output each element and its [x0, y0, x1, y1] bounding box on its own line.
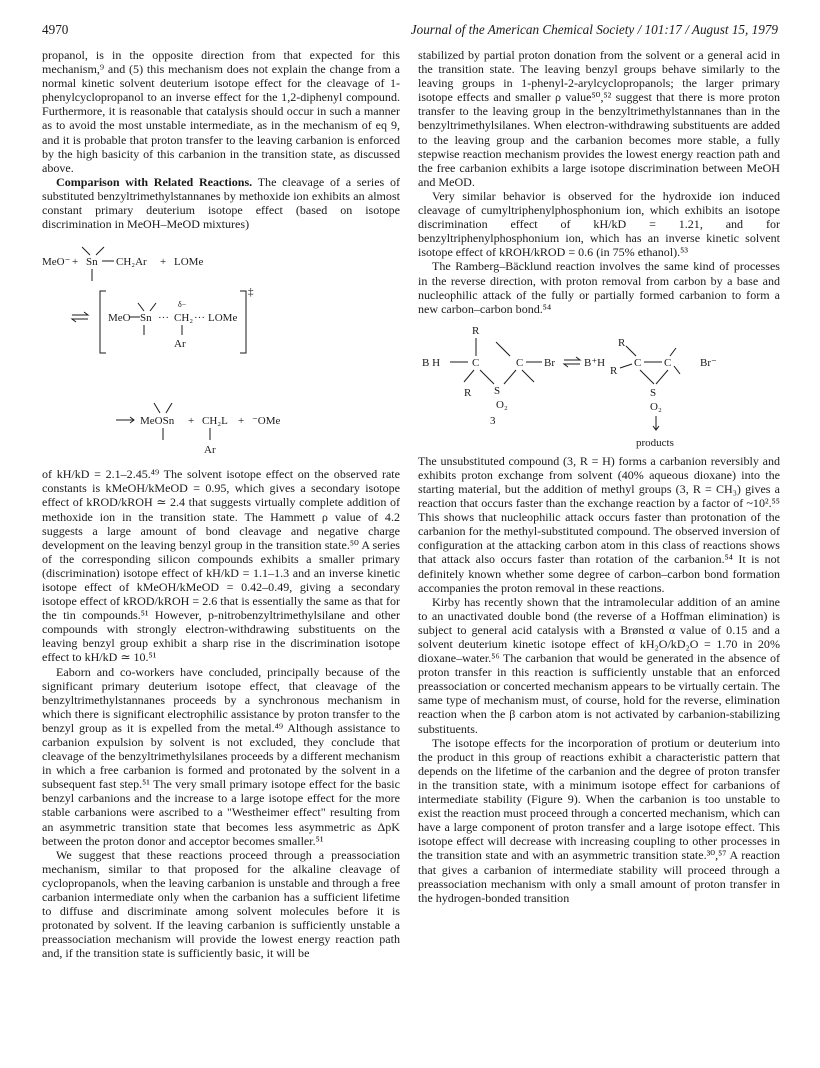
ts-bracket-left: [100, 291, 106, 353]
arrow-head: [84, 312, 88, 315]
right-paragraph-4: The unsubstituted compound (3, R = H) forms a carbanion reversibly and exhibits proton exchange from solvent (40% aqueous dioxane) into the starting material, but the addition of methyl groups (3, R = CH₃) gives a reaction that occurs faster than the exchange reaction by a factor of ~10².⁵⁵ This shows that nucleophilic attack occurs faster than protonation of the carbanion for the methyl-substituted compound. The observed inversion of configuration at the attacking carbon atom in this class of reactions shows that attack also occurs faster than rotation of the carbanion.⁵⁴ It is not definitely known whether some degree of carbon–carbon bond formation accompanies the proton removal in these reactions.: [418, 453, 780, 595]
ts-bracket-right: [240, 291, 246, 353]
substituent-r: R: [464, 386, 472, 399]
bond: [640, 370, 654, 384]
bond: [150, 303, 156, 311]
ts-tin: Sn: [140, 312, 152, 325]
tin-atom: Sn: [86, 256, 98, 269]
bond: [464, 370, 474, 382]
section-heading: Comparison with Related Reactions.: [56, 174, 253, 189]
ts-aryl: Ar: [174, 338, 186, 351]
right-paragraph-1: stabilized by partial proton donation from the solvent or a general acid in the transition state. The leaving benzyl groups behave similarly to the leaving groups in 1-phenyl-2-arylcyclopropanols; the larger primary isotope effects and smaller ρ value⁵⁰,⁵² suggest that there is more proton transfer to the leaving group in the benzyltrimethylstannanes than in the benzyltrimethylsilanes. When electron-withdrawing substituents are added to the leaving group and the carbanion becomes more stable, a fully stepwise reaction mechanism provides the lowest energy reaction path and the free carbanion exhibits a large isotope discrimination between MeOH and MeOD.: [418, 48, 780, 189]
product-methoxystannane: MeOSn: [140, 415, 175, 428]
sulfur-atom: S: [650, 386, 657, 399]
product-aryl: Ar: [204, 444, 216, 457]
bond: [674, 366, 680, 374]
bond: [96, 247, 104, 255]
arrow-head: [576, 357, 580, 360]
delta-charge: δ−: [178, 300, 187, 310]
bond: [138, 303, 144, 311]
bond: [504, 370, 516, 384]
plus-sign: +: [238, 415, 245, 428]
bond: [166, 403, 172, 413]
alpha-carbon: C: [472, 356, 480, 369]
arrow-head: [564, 364, 568, 367]
stannane-cleavage-scheme: [42, 235, 400, 463]
page-number: 4970: [42, 22, 69, 37]
right-paragraph-2: Very similar behavior is observed for the hydroxide ion induced cleavage of cumyltriphenylphosphonium ion, which exhibits an isotope discrimination effect of kH/kD = 1.21, and for benzyltriphenylphosphonium ion, which has an inverse kinetic solvent isotope effect of kROH/kROD = 0.6 (in 75% ethanol).⁵³: [418, 188, 780, 260]
arrow-head: [72, 319, 76, 322]
left-paragraph-1: propanol, is in the opposite direction from that expected for this mechanism,⁹ and (5) this mechanism does not explain the change from a normal kinetic solvent deuterium isotope effect for the cleavage of 1-phenylcyclopropanol to an inverse effect for the 1,2-diphenyl compound. Furthermore, it is reasonable that catalysis should occur in such a manner as to avoid the most unstable intermediate, as in the mechanism of eq 9, and it is probable that proton transfer to the leaving carbanion is enforced by the high basicity of this carbanion in the transition state, as discussed above.: [42, 48, 400, 175]
base-proton: B H: [422, 356, 441, 369]
right-paragraph-5: Kirby has recently shown that the intramolecular addition of an amine to an unactivated double bond (the reverse of a Hoffman elimination) is subject to general acid catalysis with a Brønsted α value of 0.15 and a solvent deuterium kinetic isotope effect of kH₂O/kD₂O = 1.70 in 20% dioxane–water.⁵⁶ The carbanion that would be generated in the absence of proton transfer in this reaction is sufficiently unstable that an enforced preassociation or concerted mechanism appears to be virtually certain. The same type of mechanism must, of course, hold for the reverse, elimination reaction when the β carbon atom is not activated by carbanion-stabilizing substituents.: [418, 594, 780, 736]
bond: [656, 370, 668, 384]
left-paragraph-2-text: The cleavage of a series of substituted benzyltrimethylstannanes by methoxide ion exhibits an almost constant primary deuterium isotope effect (based on isotope discrimination in MeOH–MeOD mixtures): [42, 174, 400, 232]
running-head: Journal of the American Chemical Society / 101:17 / August 15, 1979: [410, 22, 778, 37]
bromide-ion: Br⁻: [700, 356, 717, 369]
product-methoxide: ⁻OMe: [252, 415, 281, 428]
reactant-methoxide: MeO⁻: [42, 256, 71, 269]
right-paragraph-6: The isotope effects for the incorporation of protium or deuterium into the product in this group of reactions exhibit a characteristic pattern that depends on the lifetime of the carbanion and the degree of proton transfer in the transition state, with a minimum isotope effect for carbanions of intermediate stability (Figure 9). When the carbanion is too unstable to exist the reaction must proceed through a concerted mechanism, which can have a large component of proton transfer and a large isotope effect. This isotope effect will decrease with increasing coupling to other processes in the transition state and with an asymmetric transition state.³⁰,⁵⁷ A reaction that gives a carbanion of intermediate stability will proceed through a preassociation mechanism with only a small amount of proton transfer in the hydrogen-bonded transition: [418, 735, 780, 905]
left-paragraph-2: [42, 175, 400, 231]
plus-sign: +: [72, 256, 79, 269]
bond: [626, 346, 636, 356]
beta-carbon: C: [516, 356, 524, 369]
bond: [620, 364, 632, 368]
ts-methanol: LOMe: [208, 312, 238, 325]
plus-sign: +: [160, 256, 167, 269]
substituent-r: R: [610, 364, 618, 377]
ts-methoxy: MeO: [108, 312, 131, 325]
partial-bond: ···: [194, 312, 205, 325]
partial-bond: ···: [158, 312, 169, 325]
protonated-base: B⁺H: [584, 356, 606, 369]
bond: [522, 370, 534, 382]
right-column: [418, 48, 780, 905]
bromo-carbon: C: [664, 356, 672, 369]
benzyl-group: CH₂Ar: [116, 256, 147, 269]
ts-methylene: CH₂: [174, 312, 194, 325]
left-paragraph-5: We suggest that these reactions proceed through a preassociation mechanism, similar to that proposed for the alkaline cleavage of cyclopropanols, when the leaving carbanion is unstable and through a free carbanion intermediate only when the carbanion has a sufficient lifetime to diffuse and discriminate among solvent molecules before it is protonated by solvent. If the leaving carbanion is sufficiently unstable a preassociation mechanism will provide the lowest energy reaction path and, if the transition state is sufficiently basic, it will be: [42, 847, 400, 961]
sulfur-atom: S: [494, 384, 501, 397]
products-label: products: [636, 436, 674, 449]
bromine-leaving-group: Br: [544, 356, 555, 369]
substituent-r: R: [472, 324, 480, 337]
right-paragraph-3: The Ramberg–Bäcklund reaction involves the same kind of processes in the reverse direction, with proton removal from carbon by a base and nucleophilic attack of the fully or partially formed carbanion to form a new carbon–carbon bond.⁵⁴: [418, 259, 780, 316]
bond: [154, 403, 160, 413]
bond: [496, 342, 510, 356]
ts-dagger: ‡: [248, 286, 254, 299]
methanol-reagent: LOMe: [174, 256, 204, 269]
bond: [670, 348, 676, 356]
left-column: [42, 48, 400, 961]
bond: [480, 370, 494, 384]
sulfonyl-oxygens: O₂: [650, 400, 662, 413]
left-paragraph-4: Eaborn and co-workers have concluded, principally because of the significant primary deuterium isotope effect, that cleavage of the benzyltrimethylstannanes proceeds by a synchronous mechanism in which there is significant electrophilic assistance by proton transfer to the benzyl group as it is expelled from the metal.⁴⁹ Although assistance to carbanion expulsion by solvent is not excluded, they conclude that cleavage of the benzyltrimethylsilanes proceeds by a different mechanism in which a free carbanion is formed and protonated by the solvent in a subsequent fast step.⁵¹ The very small primary isotope effect for the basic benzyl carbanions and the increase to a large isotope effect for the more stable carbanions were ascribed to a "Westheimer effect" resulting from an asymmetric transition state that becomes less asymmetric as ΔpK between the proton donor and acceptor becomes smaller.⁵¹: [42, 664, 400, 848]
plus-sign: +: [188, 415, 195, 428]
carbanion-carbon: C: [634, 356, 642, 369]
sulfonyl-oxygens: O₂: [496, 398, 508, 411]
compound-number: 3: [490, 414, 496, 427]
bond: [82, 247, 90, 255]
substituent-r: R: [618, 336, 626, 349]
ramberg-backlund-scheme: [418, 320, 780, 450]
left-paragraph-3: of kH/kD = 2.1–2.45.⁴⁹ The solvent isotope effect on the observed rate constants is kMeOH/kMeOD = 0.95, which gives a secondary isotope effect of kROD/kROH ≃ 2.4 that suggests virtually complete addition of methoxide ion in the transition state. The Hammett ρ value of 4.2 suggests a large amount of bond cleavage and negative charge development on the leaving benzyl group in the transition state.⁵⁰ A series of the corresponding silicon compounds exhibits a smaller primary (discrimination) isotope effect of kH/kD = 1.1–1.3 and an inverse kinetic isotope effect of kMeOH/kMeOD = 0.42–0.49, giving a secondary isotope effect of kROD/kROH = 2.6 that is essentially the same as that for the tin compounds.⁵¹ However, p-nitrobenzyltrimethylsilane and other compounds with strongly electron-withdrawing substituents on the leaving benzyl group exhibit a sharp rise in the discrimination isotope effect to kH/kD ≃ 10.⁵¹: [42, 467, 400, 665]
product-toluene: CH₂L: [202, 415, 228, 428]
page-header: [42, 22, 778, 42]
